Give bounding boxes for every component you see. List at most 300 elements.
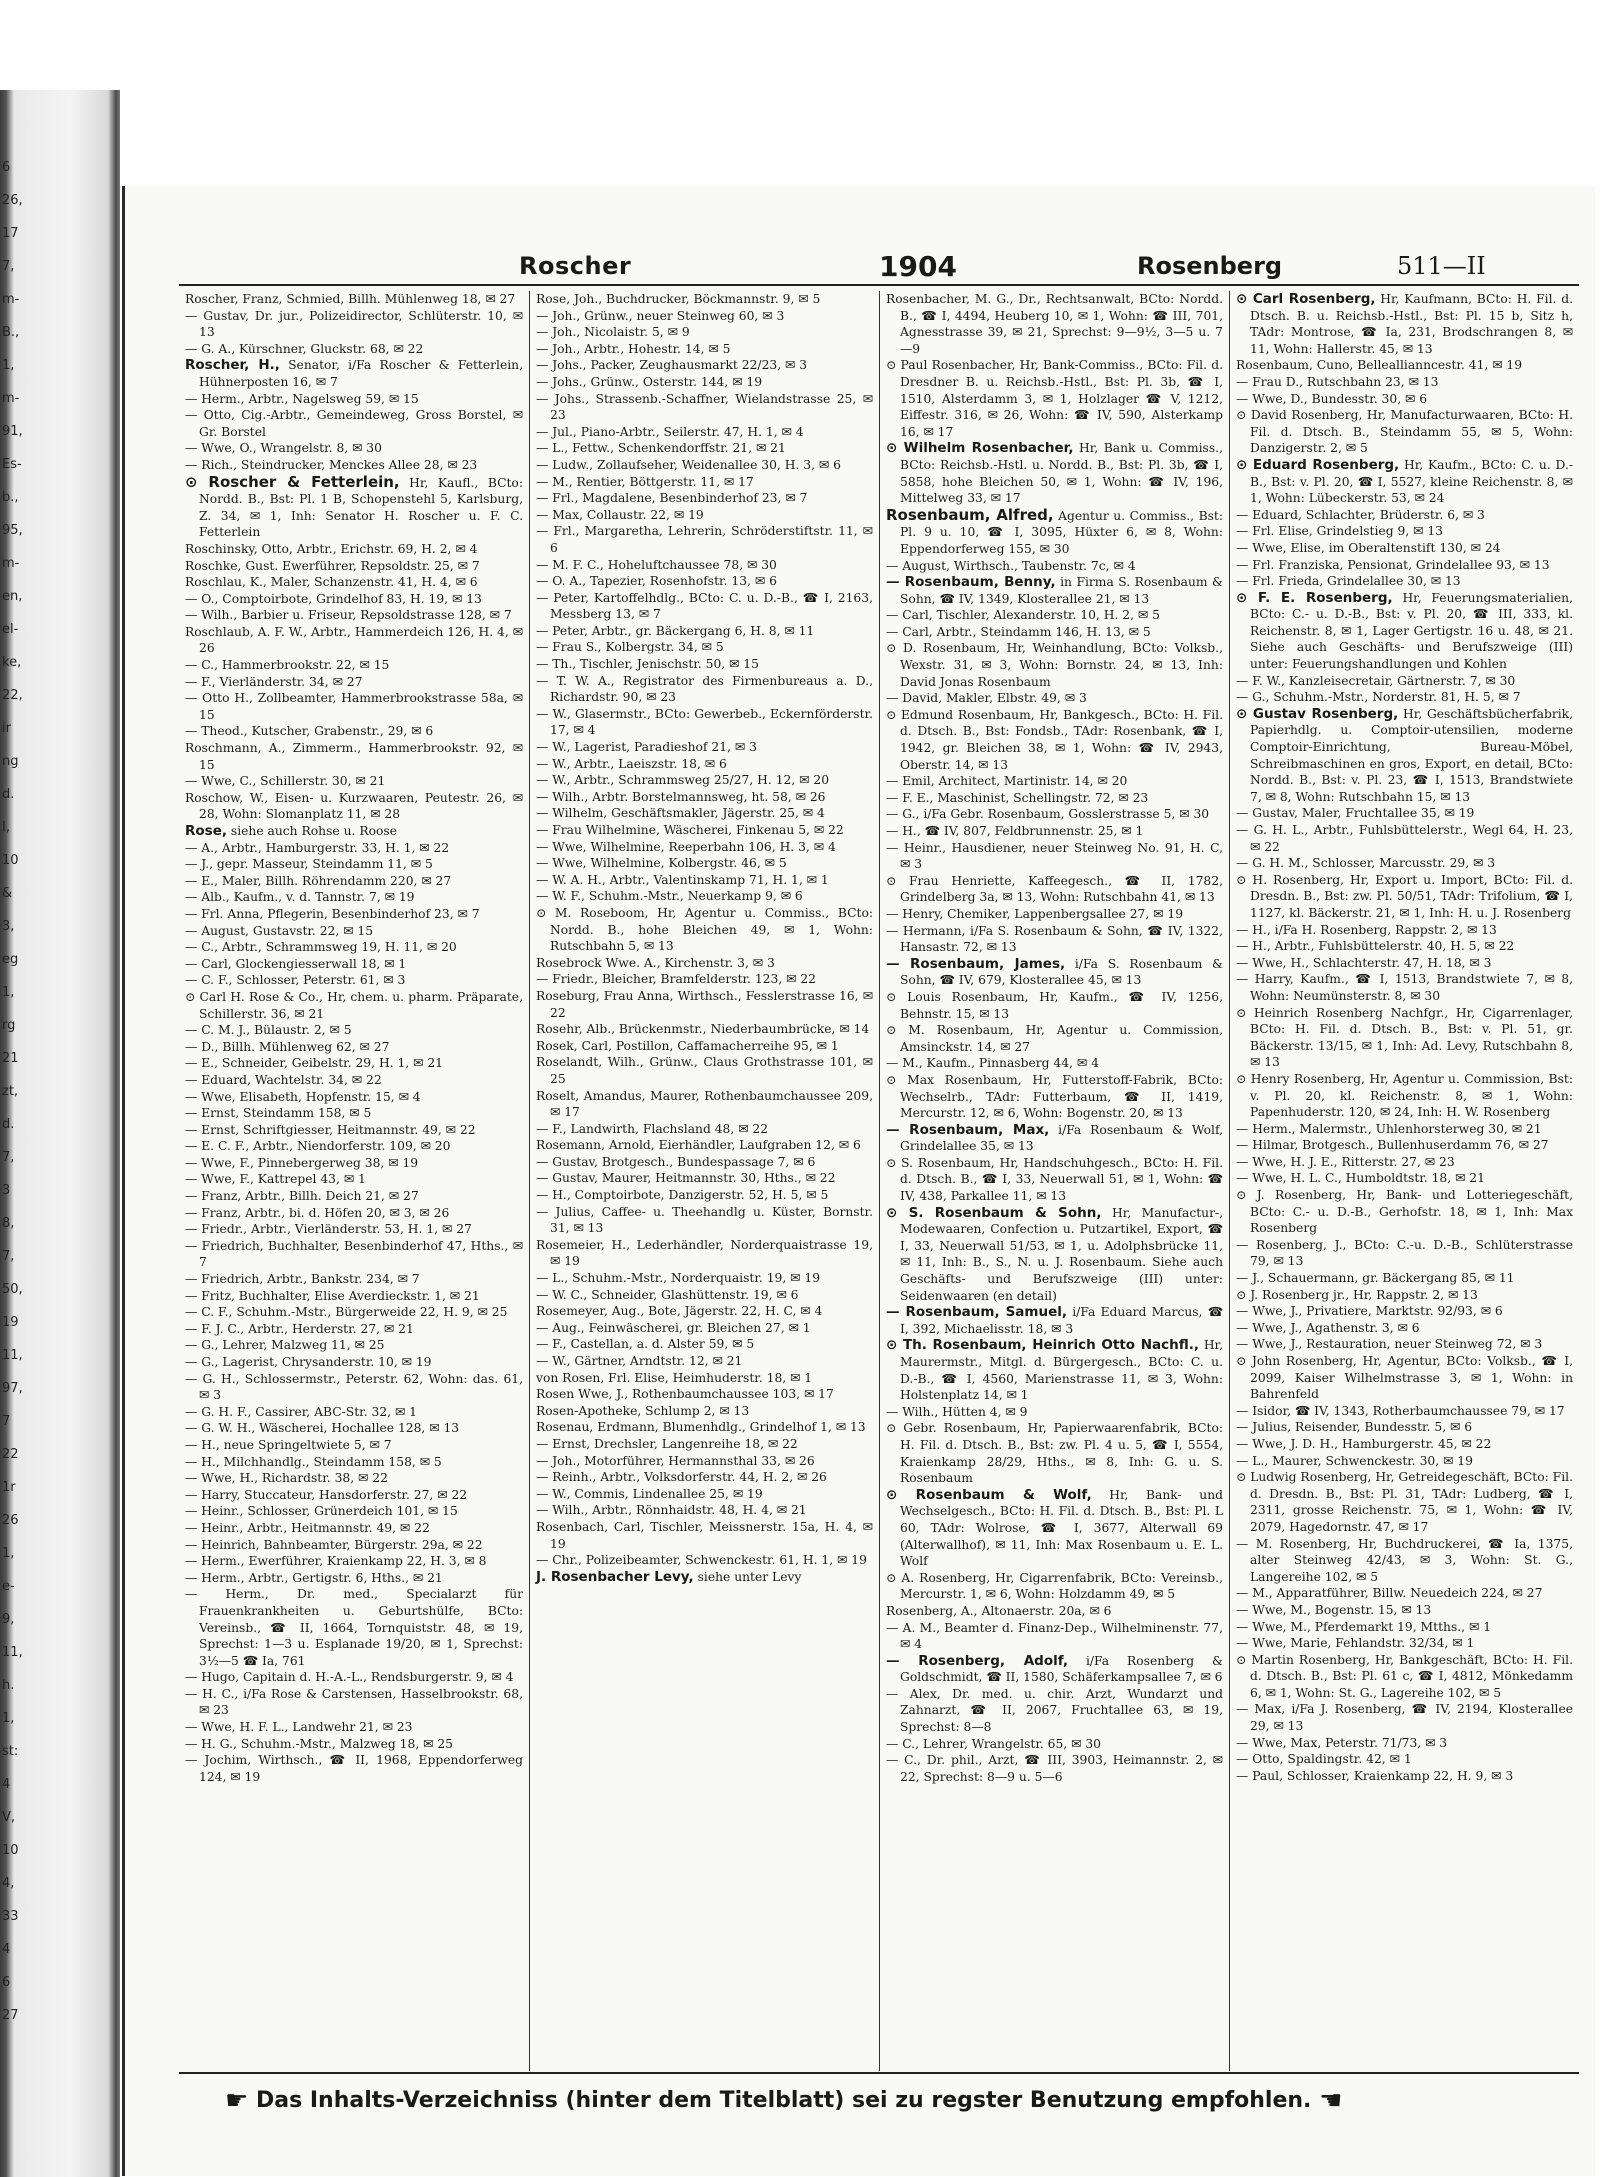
entry-text: — W. F., Schuhm.-Mstr., Neuerkamp 9, ✉ 6: [536, 889, 803, 904]
previous-page-fragment: V,: [2, 1810, 16, 1825]
directory-entry: [886, 1570, 1223, 1603]
entry-text: — Wwe, Wilhelmine, Kolbergstr. 46, ✉ 5: [536, 856, 787, 871]
entry-text: — Johs., Strassenb.-Schaffner, Wielandstrasse 25, ✉ 23: [536, 391, 873, 423]
directory-entry: [536, 1502, 873, 1519]
header-first-entry: Roscher: [519, 252, 632, 280]
directory-entry: [185, 1586, 523, 1669]
directory-entry: [536, 324, 873, 341]
previous-page-fragment: m-: [2, 556, 20, 571]
directory-entry: [185, 607, 523, 624]
directory-entry: [185, 1719, 523, 1736]
entry-text: — Harry, Kaufm., ☎ I, 1513, Brandstwiete 7, ✉ 8, Wohn: Neumünsterstr. 8, ✉ 30: [1236, 972, 1573, 1003]
previous-page-fragment: e-: [2, 1579, 15, 1594]
directory-entry: [1236, 374, 1573, 391]
previous-page-fragment: st:: [2, 1744, 19, 1759]
entry-text: — Carl, Glockengiesserwall 18, ✉ 1: [185, 956, 407, 971]
entry-text: — Max, Collaustr. 22, ✉ 19: [536, 507, 704, 522]
entry-bold-name: — Rosenbaum, Max,: [886, 1121, 1050, 1138]
previous-page-fragment: b.,: [2, 490, 19, 505]
directory-entry: [185, 1171, 523, 1188]
directory-entry: [536, 1137, 873, 1154]
entry-text: ⊙ David Rosenberg, Hr, Manufacturwaaren, BCto: H. Fil. d. Dtsch. B., Steindamm 55, ✉ 5, Wohn: Danzigerstr. 2, ✉ 5: [1236, 408, 1573, 456]
directory-entry: [185, 657, 523, 674]
entry-text: — Hermann, i/Fa S. Rosenbaum & Sohn, ☎ IV, 1322, Hansastr. 72, ✉ 13: [886, 923, 1223, 955]
directory-entry: [1236, 291, 1573, 357]
directory-entry: [1236, 922, 1573, 939]
entry-text: Hr, Kaufl., BCto: Nordd. B., Bst: Pl. 1 B, Schopenstehl 5, Karlsburg, Z. 34, ✉ 1, Inh: Senator H. Roscher u. F. C. Fetterlein: [199, 475, 523, 540]
entry-text: — D., Billh. Mühlenweg 62, ✉ 27: [185, 1039, 390, 1054]
entry-text: — Herm., Ewerführer, Kraienkamp 22, H. 3, ✉ 8: [185, 1554, 487, 1569]
directory-entry: [185, 723, 523, 740]
entry-text: — Heinr., Arbtr., Heitmannstr. 49, ✉ 22: [185, 1520, 430, 1535]
directory-entry: [536, 341, 873, 358]
previous-page-fragment: 17: [2, 226, 19, 241]
entry-text: — Wilh., Barbier u. Friseur, Repsoldstrasse 128, ✉ 7: [185, 608, 512, 623]
directory-entry: [886, 840, 1223, 873]
previous-page-fragment: 11,: [2, 1645, 23, 1660]
entry-text: — Franz, Arbtr., Billh. Deich 21, ✉ 27: [185, 1189, 419, 1204]
entry-text: — Wwe, H. L. C., Humboldtstr. 18, ✉ 21: [1236, 1171, 1485, 1186]
entry-text: — H., Arbtr., Fuhlsbüttelerstr. 40, H. 5, ✉ 22: [1236, 939, 1515, 954]
entry-text: — C. F., Schuhm.-Mstr., Bürgerweide 22, H. 9, ✉ 25: [185, 1305, 508, 1320]
column-4: [1229, 291, 1579, 2071]
entry-text: Hr, Feuerungsmaterialien, BCto: C.- u. D.-B., Bst: v. Pl. 20, ☎ III, 333, kl. Reichenstr. 8, ✉ 1, Lager Gertigstr. 16 u. 48, ✉ 21. Siehe auch Geschäfts- und Berufszweige (III) unter: Feuerungshandlungen und Kohlen: [1250, 590, 1573, 672]
previous-page-fragment: d.: [2, 787, 15, 802]
footer-rule: [179, 2072, 1579, 2074]
previous-page-fragment: 33: [2, 1909, 19, 1924]
directory-entry: [185, 457, 523, 474]
entry-text: Rosemeyer, Aug., Bote, Jägerstr. 22, H. C, ✉ 4: [536, 1304, 823, 1319]
entry-text: — W. A. H., Arbtr., Valentinskamp 71, H. 1, ✉ 1: [536, 872, 829, 887]
directory-entry: [1236, 1336, 1573, 1353]
entry-text: — Chr., Polizeibeamter, Schwenckestr. 61, H. 1, ✉ 19: [536, 1553, 867, 1568]
entry-text: — Otto H., Zollbeamter, Hammerbrookstrasse 58a, ✉ 15: [185, 691, 523, 722]
previous-page-fragment: 26,: [2, 193, 23, 208]
entry-text: — G., Lehrer, Malzweg 11, ✉ 25: [185, 1338, 385, 1353]
entry-text: — Wwe, J., Agathenstr. 3, ✉ 6: [1236, 1320, 1420, 1335]
directory-entry: [185, 1055, 523, 1072]
previous-page-fragment: B.,: [2, 325, 20, 340]
directory-entry: [185, 1105, 523, 1122]
entry-text: — Frl. Franziska, Pensionat, Grindelallee 93, ✉ 13: [1236, 557, 1550, 572]
directory-entry: [886, 1072, 1223, 1122]
directory-entry: [1236, 971, 1573, 1004]
directory-entry: [185, 1321, 523, 1338]
entry-bold-name: ⊙ Th. Rosenbaum, Heinrich Otto Nachfl.,: [886, 1337, 1199, 1354]
directory-entry: [1236, 1303, 1573, 1320]
previous-page-fragment: 7: [2, 1414, 11, 1429]
directory-entry: [886, 624, 1223, 641]
directory-entry: [886, 906, 1223, 923]
page-footer: [225, 2086, 1343, 2126]
entry-text: Rosenbach, Carl, Tischler, Meissnerstr. 15a, H. 4, ✉ 19: [536, 1519, 873, 1551]
previous-page-fragment: 4: [2, 1777, 11, 1792]
directory-entry: [185, 357, 523, 390]
previous-page-fragment: 4: [2, 1942, 11, 1957]
entry-text: — Frl., Margaretha, Lehrerin, Schröderstiftstr. 11, ✉ 6: [536, 524, 873, 555]
directory-entry: [1236, 1287, 1573, 1304]
entry-text: — Wilh., Arbtr., Rönnhaidstr. 48, H. 4, ✉ 21: [536, 1503, 807, 1518]
entry-text: — C., Lehrer, Wrangelstr. 65, ✉ 30: [886, 1736, 1101, 1751]
directory-entry: [185, 674, 523, 691]
entry-text: — E., Maler, Billh. Röhrendamm 220, ✉ 27: [185, 873, 452, 888]
directory-entry: [185, 1238, 523, 1271]
directory-entry: [886, 1603, 1223, 1620]
directory-entry: [1236, 1652, 1573, 1702]
directory-entry: [886, 923, 1223, 956]
entry-text: Hr, Bank- und Wechselgesch., BCto: H. Fil. d. Dtsch. B., Bst: Pl. L 60, TAdr: Wolrose, ☎ I, 3677, Alterwall 69 (Alterwallhof), ✉ 11, Inh: Max Rosenbaum u. E. L. Wolf: [900, 1487, 1223, 1569]
directory-entry: [536, 656, 873, 673]
entry-text: — Alb., Kaufm., v. d. Tannstr. 7, ✉ 19: [185, 890, 415, 905]
directory-entry: [536, 1336, 873, 1353]
entry-bold-name: ⊙ Rosenbaum & Wolf,: [886, 1486, 1092, 1503]
directory-entry: [185, 1686, 523, 1719]
directory-entry: [886, 1055, 1223, 1072]
entry-text: — C., Dr. phil., Arzt, ☎ III, 3903, Heimannstr. 2, ✉ 22, Sprechst: 8—9 u. 5—6: [886, 1753, 1223, 1784]
directory-entry: [886, 357, 1223, 440]
directory-entry: [1236, 391, 1573, 408]
entry-text: — F., Landwirth, Flachsland 48, ✉ 22: [536, 1121, 769, 1136]
directory-entry: [185, 856, 523, 873]
directory-entry: [185, 1736, 523, 1753]
entry-text: — Franz, Arbtr., bi. d. Höfen 20, ✉ 3, ✉ 26: [185, 1205, 450, 1220]
entry-text: — F., Castellan, a. d. Alster 59, ✉ 5: [536, 1337, 755, 1352]
directory-entry: [536, 374, 873, 391]
directory-entry: [185, 1188, 523, 1205]
directory-entry: [1236, 1635, 1573, 1652]
directory-entry: [536, 739, 873, 756]
previous-page-fragment: 10: [2, 853, 19, 868]
directory-entry: [886, 291, 1223, 357]
directory-entry: [886, 1022, 1223, 1055]
directory-entry: [185, 1022, 523, 1039]
directory-entry: [185, 1752, 523, 1785]
entry-text: — C. M. J., Bülaustr. 2, ✉ 5: [185, 1023, 352, 1038]
directory-entry: [536, 872, 873, 889]
entry-text: — Hilmar, Brotgesch., Bullenhuserdamm 76, ✉ 27: [1236, 1138, 1549, 1153]
directory-entry: [185, 1288, 523, 1305]
entry-text: — August, Gustavstr. 22, ✉ 15: [185, 923, 374, 938]
entry-text: — T. W. A., Registrator des Firmenbureaus a. D., Richardstr. 90, ✉ 23: [536, 673, 873, 705]
directory-entry: [886, 956, 1223, 989]
directory-entry: [1236, 1187, 1573, 1237]
directory-entry: [185, 1537, 523, 1554]
entry-text: — Max, i/Fa J. Rosenberg, ☎ IV, 2194, Klosterallee 29, ✉ 13: [1236, 1702, 1573, 1734]
directory-entry: [1236, 1619, 1573, 1636]
directory-entry: [1236, 955, 1573, 972]
directory-entry: [1236, 523, 1573, 540]
entry-text: — Peter, Arbtr., gr. Bäckergang 6, H. 8, ✉ 11: [536, 623, 815, 638]
entry-text: — W. C., Schneider, Glashüttenstr. 19, ✉ 6: [536, 1287, 799, 1302]
entry-text: Roschlau, K., Maler, Schanzenstr. 41, H. 4, ✉ 6: [185, 575, 478, 590]
directory-entry: [886, 989, 1223, 1022]
entry-text: — J., Schauermann, gr. Bäckergang 85, ✉ 11: [1236, 1271, 1515, 1286]
entry-text: — Friedrich, Buchhalter, Besenbinderhof 47, Hths., ✉ 7: [185, 1238, 523, 1270]
directory-entry: [886, 1122, 1223, 1155]
entry-text: — E., Schneider, Geibelstr. 29, H. 1, ✉ 21: [185, 1056, 443, 1071]
entry-text: — H. G., Schuhm.-Mstr., Malzweg 18, ✉ 25: [185, 1736, 453, 1751]
entry-text: — Wwe, Marie, Fehlandstr. 32/34, ✉ 1: [1236, 1636, 1475, 1651]
directory-entry: [1236, 1154, 1573, 1171]
entry-text: — Carl, Arbtr., Steindamm 146, H. 13, ✉ 5: [886, 624, 1151, 639]
previous-page-fragment: 7,: [2, 259, 15, 274]
entry-text: — G. A., Kürschner, Gluckstr. 68, ✉ 22: [185, 341, 424, 356]
directory-entry: [536, 573, 873, 590]
previous-page-fragment: 3: [2, 1183, 11, 1198]
entry-text: — Gustav, Brotgesch., Bundespassage 7, ✉ 6: [536, 1154, 816, 1169]
entry-text: — L., Fettw., Schenkendorffstr. 21, ✉ 21: [536, 441, 786, 456]
entry-bold-name: ⊙ Roscher & Fetterlein,: [185, 472, 400, 491]
directory-entry: [536, 474, 873, 491]
directory-entry: [185, 690, 523, 723]
entry-text: Rosen Wwe, J., Rothenbaumchaussee 103, ✉ 17: [536, 1387, 834, 1402]
directory-entry: [185, 1072, 523, 1089]
directory-entry: [536, 988, 873, 1021]
directory-entry: [536, 1287, 873, 1304]
directory-entry: [536, 1237, 873, 1270]
previous-page-fragment: &: [2, 886, 13, 901]
directory-entry: [536, 955, 873, 972]
directory-entry: [1236, 938, 1573, 955]
directory-entry: [886, 773, 1223, 790]
entry-text: — Wwe, F., Kattrepel 43, ✉ 1: [185, 1172, 366, 1187]
directory-entry: [185, 790, 523, 823]
entry-text: — M. Rosenberg, Hr, Buchdruckerei, ☎ Ia, 1375, alter Steinweg 42/43, ✉ 3, Wohn: St. G., Langereihe 102, ✉ 5: [1236, 1536, 1573, 1584]
directory-entry: [536, 1320, 873, 1337]
entry-text: Hr, Maurermstr., Mitgl. d. Bürgergesch., BCto: C. u. D.-B., ☎ I, 4560, Marienstrasse 11, ✉ 3, Wohn: Holstenplatz 14, ✉ 1: [900, 1338, 1223, 1403]
directory-entry: [536, 1403, 873, 1420]
entry-text: — Wwe, M., Bogenstr. 15, ✉ 13: [1236, 1602, 1432, 1617]
entry-text: — Wwe, H. J. E., Ritterstr. 27, ✉ 23: [1236, 1154, 1455, 1169]
directory-entry: [886, 1420, 1223, 1486]
entry-text: ⊙ Carl H. Rose & Co., Hr, chem. u. pharm. Präparate, Schillerstr. 36, ✉ 21: [185, 989, 523, 1021]
directory-entry: [886, 1620, 1223, 1653]
previous-page-fragment: en,: [2, 589, 23, 604]
previous-page-fragment: 1,: [2, 1711, 15, 1726]
directory-entry: [886, 640, 1223, 690]
header-rule: [179, 284, 1579, 286]
directory-entry: [536, 855, 873, 872]
directory-entry: [185, 1487, 523, 1504]
entry-text: — Wwe, H. F. L., Landwehr 21, ✉ 23: [185, 1720, 413, 1735]
directory-entry: [1236, 706, 1573, 806]
directory-entry: [185, 440, 523, 457]
directory-entry: [536, 1386, 873, 1403]
previous-page-fragment: d.: [2, 1117, 15, 1132]
entry-text: — Henry, Chemiker, Lappenbergsallee 27, ✉ 19: [886, 906, 1184, 921]
directory-entry: [185, 1553, 523, 1570]
directory-entry: [185, 972, 523, 989]
directory-entry: [1236, 1005, 1573, 1071]
entry-bold-name: ⊙ Eduard Rosenberg,: [1236, 456, 1400, 473]
directory-entry: [1236, 1602, 1573, 1619]
header-year: 1904: [879, 250, 957, 283]
entry-text: — Heinrich, Bahnbeamter, Bürgerstr. 29a, ✉ 22: [185, 1537, 483, 1552]
directory-entry: [536, 507, 873, 524]
directory-entry: [886, 707, 1223, 773]
entry-text: ⊙ J. Rosenberg, Hr, Bank- und Lotteriegeschäft, BCto: C.- u. D.-B., Gerhofstr. 18, ✉ 1, Inh: Max Rosenberg: [1236, 1188, 1573, 1236]
directory-entry: [185, 1371, 523, 1404]
entry-text: i/Fa S. Rosenbaum & Sohn, ☎ IV, 679, Klosterallee 45, ✉ 13: [900, 956, 1223, 988]
entry-text: — O. A., Tapezier, Rosenhofstr. 13, ✉ 6: [536, 574, 777, 589]
entry-text: siehe unter Levy: [693, 1569, 802, 1584]
directory-entry: [536, 623, 873, 640]
directory-entry: [1236, 557, 1573, 574]
directory-entry: [185, 1570, 523, 1587]
directory-entry: [185, 923, 523, 940]
entry-text: ⊙ Edmund Rosenbaum, Hr, Bankgesch., BCto: H. Fil. d. Dtsch. B., Bst: Fondsb., TAdr: Rosenbank, ☎ I, 1942, gr. Bleichen 38, ✉ 1, Wohn: ☎ IV, 2943, Oberstr. 14, ✉ 13: [886, 707, 1223, 772]
directory-entry: [185, 823, 523, 840]
entry-text: — Friedrich, Arbtr., Bankstr. 234, ✉ 7: [185, 1272, 420, 1287]
entry-text: — Frl. Frieda, Grindelallee 30, ✉ 13: [1236, 574, 1461, 589]
entry-bold-name: J. Rosenbacher Levy,: [536, 1568, 694, 1585]
directory-entry: [536, 1021, 873, 1038]
previous-page-fragment: ke,: [2, 655, 22, 670]
entry-text: — W., Arbtr., Schrammsweg 25/27, H. 12, ✉ 20: [536, 773, 830, 788]
directory-entry: [886, 1653, 1223, 1686]
directory-entry: [1236, 1320, 1573, 1337]
entry-text: — F. E., Maschinist, Schellingstr. 72, ✉ 23: [886, 790, 1149, 805]
entry-text: — Wwe, F., Pinnebergerweg 38, ✉ 19: [185, 1155, 419, 1170]
directory-entry: [536, 490, 873, 507]
entry-text: — Frau D., Rutschbahn 23, ✉ 13: [1236, 374, 1439, 389]
entry-text: — M., Kaufm., Pinnasberg 44, ✉ 4: [886, 1056, 1099, 1071]
entry-text: — Herm., Arbtr., Gertigstr. 6, Hths., ✉ 21: [185, 1570, 443, 1585]
entry-text: — Gustav, Dr. jur., Polizeidirector, Schlüterstr. 10, ✉ 13: [185, 308, 523, 340]
directory-entry: [1236, 1701, 1573, 1734]
entry-text: — Frau Wilhelmine, Wäscherei, Finkenau 5, ✉ 22: [536, 823, 844, 837]
entry-text: — G., Lagerist, Chrysanderstr. 10, ✉ 19: [185, 1355, 432, 1369]
entry-text: — Otto, Spaldingstr. 42, ✉ 1: [1236, 1752, 1412, 1767]
previous-page-fragment: 1,: [2, 358, 15, 373]
entry-text: — H., Milchhandlg., Steindamm 158, ✉ 5: [185, 1454, 442, 1469]
entry-text: — L., Schuhm.-Mstr., Norderquaistr. 19, ✉ 19: [536, 1271, 821, 1286]
directory-entry: [185, 1089, 523, 1106]
entry-text: — Wwe, J., Restauration, neuer Steinweg 72, ✉ 3: [1236, 1337, 1543, 1352]
previous-page-fragment: 21: [2, 1051, 19, 1066]
column-3: [879, 291, 1229, 2071]
entry-text: — Rosenberg, J., BCto: C.-u. D.-B., Schlüterstrasse 79, ✉ 13: [1236, 1237, 1573, 1269]
directory-columns: [179, 291, 1579, 2071]
directory-entry: [536, 805, 873, 822]
previous-page-fragment: eg: [2, 952, 19, 967]
entry-text: ⊙ Paul Rosenbacher, Hr, Bank-Commiss., BCto: Fil. d. Dresdner B. u. Reichsb.-Hstl., Bst: Pl. 3b, ☎ I, 1510, Alsterdamm 3, ✉ 1, Holzlager ☎ V, 1212, Eiffestr. 316, ✉ 26, Wohn: ☎ IV, 590, Alsterkamp 16, ✉ 17: [886, 358, 1223, 439]
entry-text: — W., Lagerist, Paradieshof 21, ✉ 3: [536, 740, 757, 755]
directory-entry: [536, 440, 873, 457]
directory-entry: [886, 1487, 1223, 1570]
directory-entry: [536, 1303, 873, 1320]
directory-entry: [886, 1205, 1223, 1305]
directory-entry: [536, 789, 873, 806]
entry-text: — Herm., Dr. med., Specialarzt für Frauenkrankheiten u. Geburtshülfe, BCto: Vereinsb., ☎ II, 1664, Tornquiststr. 48, ✉ 19, Sprechst: 1—3 u. Esplanade 19/20, ✉ 1, Sprechst: 3½—5 ☎ Ia, 761: [185, 1587, 523, 1668]
directory-entry: [536, 706, 873, 739]
entry-text: Rose, Joh., Buchdrucker, Böckmannstr. 9, ✉ 5: [536, 292, 821, 306]
directory-entry: [536, 1436, 873, 1453]
entry-text: ⊙ Heinrich Rosenberg Nachfgr., Hr, Cigarrenlager, BCto: H. Fil. d. Dtsch. B., Bst: v. Pl. 51, gr. Bäckerstr. 13/15, ✉ 1, Inh: Ad. Levy, Rutschbahn 8, ✉ 13: [1236, 1005, 1573, 1070]
previous-page-fragment: 1,: [2, 1546, 15, 1561]
previous-page-fragment: 3,: [2, 919, 15, 934]
entry-text: — H. C., i/Fa Rose & Carstensen, Hasselbrookstr. 68, ✉ 23: [185, 1686, 523, 1718]
directory-entry: [185, 956, 523, 973]
entry-text: — Johs., Grünw., Osterstr. 144, ✉ 19: [536, 374, 763, 389]
directory-entry: [536, 673, 873, 706]
entry-text: — G. H. L., Arbtr., Fuhlsbüttelerstr., Wegl 64, H. 23, ✉ 22: [1236, 823, 1573, 854]
entry-text: — Hugo, Capitain d. H.-A.-L., Rendsburgerstr. 9, ✉ 4: [185, 1670, 514, 1685]
entry-text: — C., Arbtr., Schrammsweg 19, H. 11, ✉ 20: [185, 940, 457, 955]
column-2: [529, 291, 879, 2071]
entry-text: — Wwe, Elise, im Oberaltenstift 130, ✉ 24: [1236, 540, 1501, 555]
entry-text: — Heinr., Schlosser, Grünerdeich 101, ✉ 15: [185, 1504, 458, 1519]
directory-entry: [536, 756, 873, 773]
previous-page-fragment: h.: [2, 1678, 15, 1693]
directory-entry: [185, 407, 523, 440]
entry-text: — Eduard, Schlachter, Brüderstr. 6, ✉ 3: [1236, 507, 1485, 522]
directory-entry: [536, 1170, 873, 1187]
directory-entry: [1236, 540, 1573, 557]
directory-entry: [536, 1154, 873, 1171]
directory-entry: [1236, 1121, 1573, 1138]
entry-text: — Joh., Motorführer, Hermannsthal 33, ✉ 26: [536, 1453, 815, 1468]
directory-entry: [185, 1669, 523, 1686]
previous-page-fragment: 91,: [2, 424, 23, 439]
directory-entry: [185, 341, 523, 358]
entry-text: — Emil, Architect, Martinistr. 14, ✉ 20: [886, 774, 1128, 789]
directory-entry: [536, 1038, 873, 1055]
entry-bold-name: ⊙ F. E. Rosenberg,: [1236, 589, 1393, 606]
previous-page-fragment: el-: [2, 622, 19, 637]
entry-text: Rosenbaum, Cuno, Belleallianncestr. 41, ✉ 19: [1236, 358, 1523, 373]
entry-text: Hr, Bank u. Commiss., BCto: Reichsb.-Hstl. u. Nordd. B., Bst: Pl. 3b, ☎ I, 5858, hohe Bleichen 50, ✉ 1, Wohn: ☎ IV, 196, Mittelweg 33, ✉ 17: [900, 441, 1223, 506]
directory-entry: [536, 1353, 873, 1370]
entry-text: ⊙ Henry Rosenberg, Hr, Agentur u. Commission, Bst: v. Pl. 20, kl. Reichenstr. 8, ✉ 1, Wohn: Papenhuderstr. 120, ✉ 24, Inh: H. W. Rosenberg: [1236, 1071, 1573, 1120]
entry-text: — Wwe, H., Schlachterstr. 47, H. 18, ✉ 3: [1236, 955, 1492, 970]
entry-text: — Wwe, C., Schillerstr. 30, ✉ 21: [185, 774, 386, 789]
directory-entry: [536, 357, 873, 374]
directory-entry: [185, 574, 523, 591]
directory-entry: [886, 440, 1223, 506]
directory-entry: [185, 1404, 523, 1421]
previous-page-fragment: 50,: [2, 1282, 23, 1297]
entry-text: — H., neue Springeltwiete 5, ✉ 7: [185, 1437, 392, 1452]
directory-entry: [536, 308, 873, 325]
directory-entry: [536, 1453, 873, 1470]
entry-text: ⊙ D. Rosenbaum, Hr, Weinhandlung, BCto: Volksb., Wexstr. 31, ✉ 3, Wohn: Bornstr. 24, ✉ 13, Inh: David Jonas Rosenbaum: [886, 641, 1223, 689]
entry-text: — H., ☎ IV, 807, Feldbrunnenstr. 25, ✉ 1: [886, 824, 1144, 838]
directory-entry: [886, 558, 1223, 575]
directory-entry: [1236, 1237, 1573, 1270]
entry-text: — Julius, Reisender, Bundesstr. 5, ✉ 6: [1236, 1420, 1473, 1435]
directory-entry: [536, 590, 873, 623]
directory-entry: [536, 1370, 873, 1387]
directory-entry: [536, 772, 873, 789]
entry-bold-name: ⊙ Carl Rosenberg,: [1236, 291, 1376, 307]
directory-entry: [185, 1337, 523, 1354]
directory-page: [122, 186, 1595, 2176]
directory-entry: [886, 823, 1223, 840]
directory-entry: [886, 1686, 1223, 1736]
previous-page-fragment: 22: [2, 1447, 19, 1462]
entry-text: — Friedr., Bleicher, Bramfelderstr. 123, ✉ 22: [536, 972, 816, 987]
entry-text: — August, Wirthsch., Taubenstr. 7c, ✉ 4: [886, 558, 1136, 573]
entry-text: Roselandt, Wilh., Grünw., Claus Grothstrasse 101, ✉ 25: [536, 1055, 873, 1086]
directory-entry: [1236, 1419, 1573, 1436]
entry-text: — Alex, Dr. med. u. chir. Arzt, Wundarzt und Zahnarzt, ☎ II, 2067, Fruchtallee 63, ✉ 19, Sprechst: 8—8: [886, 1686, 1223, 1735]
directory-entry: [185, 1304, 523, 1321]
entry-text: — Wwe, H., Richardstr. 38, ✉ 22: [185, 1471, 388, 1486]
directory-entry: [1236, 1751, 1573, 1768]
entry-text: Senator, i/Fa Roscher & Fetterlein, Hühnerposten 16, ✉ 7: [199, 358, 523, 389]
directory-entry: [536, 822, 873, 839]
